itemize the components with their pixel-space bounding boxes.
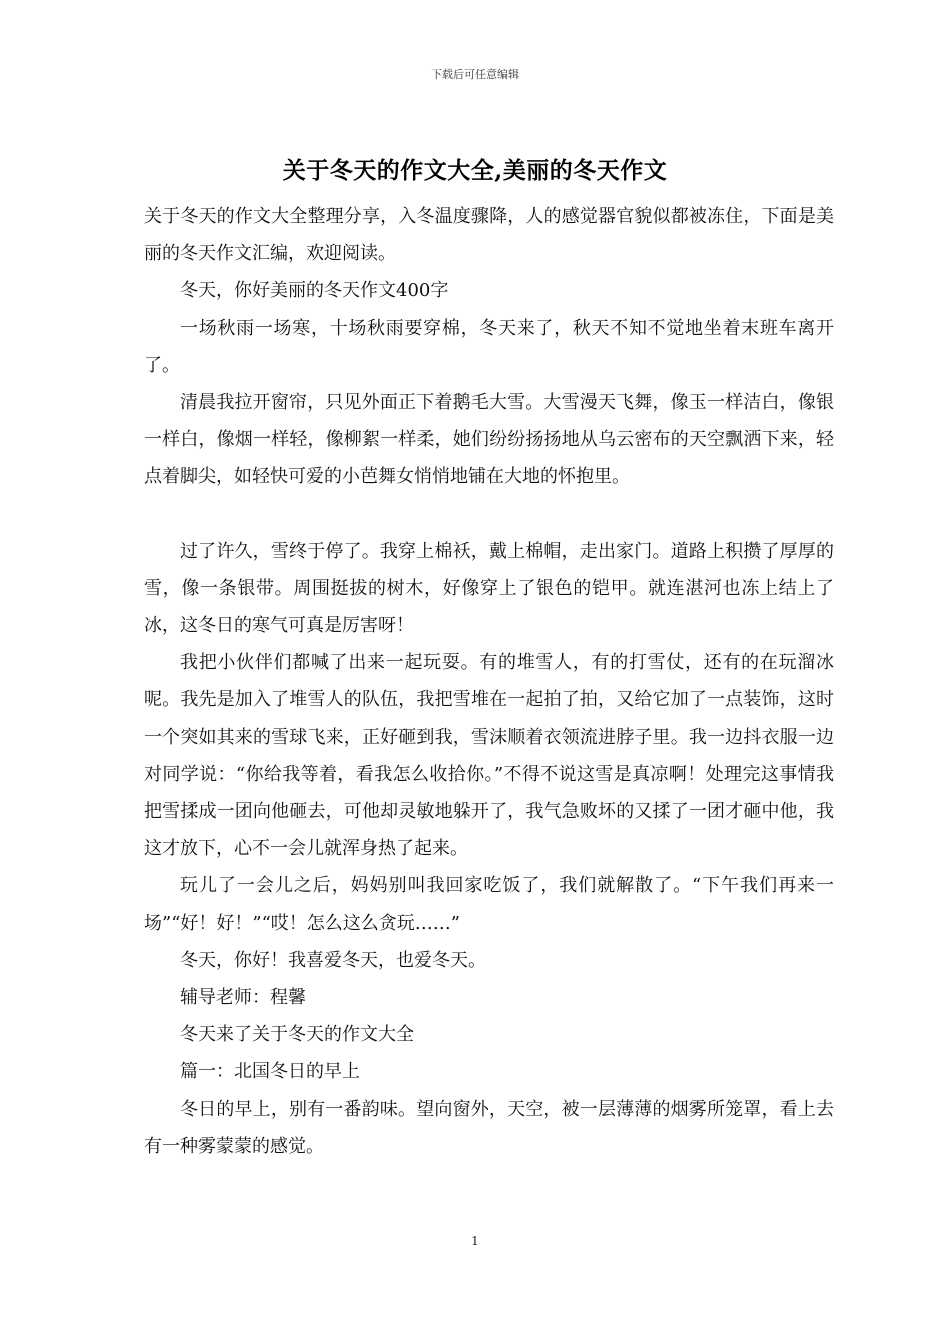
body-paragraph: 冬日的早上，别有一番韵味。望向窗外，天空，被一层薄薄的烟雾所笼罩，看上去有一种雾蒙蒙的感觉。: [144, 1098, 834, 1157]
body-paragraph: 一场秋雨一场寒，十场秋雨要穿棉，冬天来了，秋天不知不觉地坐着末班车离开了。: [144, 317, 834, 376]
intro-paragraph: 关于冬天的作文大全整理分享，入冬温度骤降，人的感觉器官貌似都被冻住，下面是美丽的冬天作文汇编，欢迎阅读。: [144, 206, 834, 265]
chapter-heading: 篇一：北国冬日的早上: [180, 1061, 360, 1083]
body-paragraph: 玩儿了一会儿之后，妈妈别叫我回家吃饭了，我们就解散了。“下午我们再来一场”“好！好！”“哎！怎么这么贪玩……”: [144, 875, 834, 934]
body-paragraph: 我把小伙伴们都喊了出来一起玩耍。有的堆雪人，有的打雪仗，还有的在玩溜冰呢。我先是加入了堆雪人的队伍，我把雪堆在一起拍了拍，又给它加了一点装饰，这时一个突如其来的雪球飞来，正好砸到我，雪沫顺着衣领流进脖子里。我一边抖衣服一边对同学说：“你给我等着，看我怎么收拾你。”不得不说这雪是真凉啊！处理完这事情我把雪揉成一团向他砸去，可他却灵敏地躲开了，我气急败坏的又揉了一团才砸中他，我这才放下，心不一会儿就浑身热了起来。: [144, 652, 834, 860]
page-header-note: 下载后可任意编辑: [431, 68, 519, 81]
teacher-credit: 辅导老师：程馨: [180, 987, 306, 1009]
document-title: 关于冬天的作文大全,美丽的冬天作文: [282, 157, 668, 184]
body-paragraph: 冬天，你好！我喜爱冬天，也爱冬天。: [180, 949, 486, 971]
section-heading: 冬天来了关于冬天的作文大全: [180, 1024, 414, 1046]
body-paragraph: 过了许久，雪终于停了。我穿上棉袄，戴上棉帽，走出家门。道路上积攒了厚厚的雪，像一条银带。周围挺拔的树木，好像穿上了银色的铠甲。就连湛河也冻上结上了冰，这冬日的寒气可真是厉害呀！: [144, 540, 834, 637]
page-number: 1: [471, 1234, 479, 1248]
essay-heading: 冬天，你好美丽的冬天作文400字: [180, 280, 449, 302]
document-body: [144, 198, 834, 1165]
body-paragraph: 清晨我拉开窗帘，只见外面正下着鹅毛大雪。大雪漫天飞舞，像玉一样洁白，像银一样白，像烟一样轻，像柳絮一样柔，她们纷纷扬扬地从乌云密布的天空飘洒下来，轻点着脚尖，如轻快可爱的小芭舞女悄悄地铺在大地的怀抱里。: [144, 392, 834, 488]
